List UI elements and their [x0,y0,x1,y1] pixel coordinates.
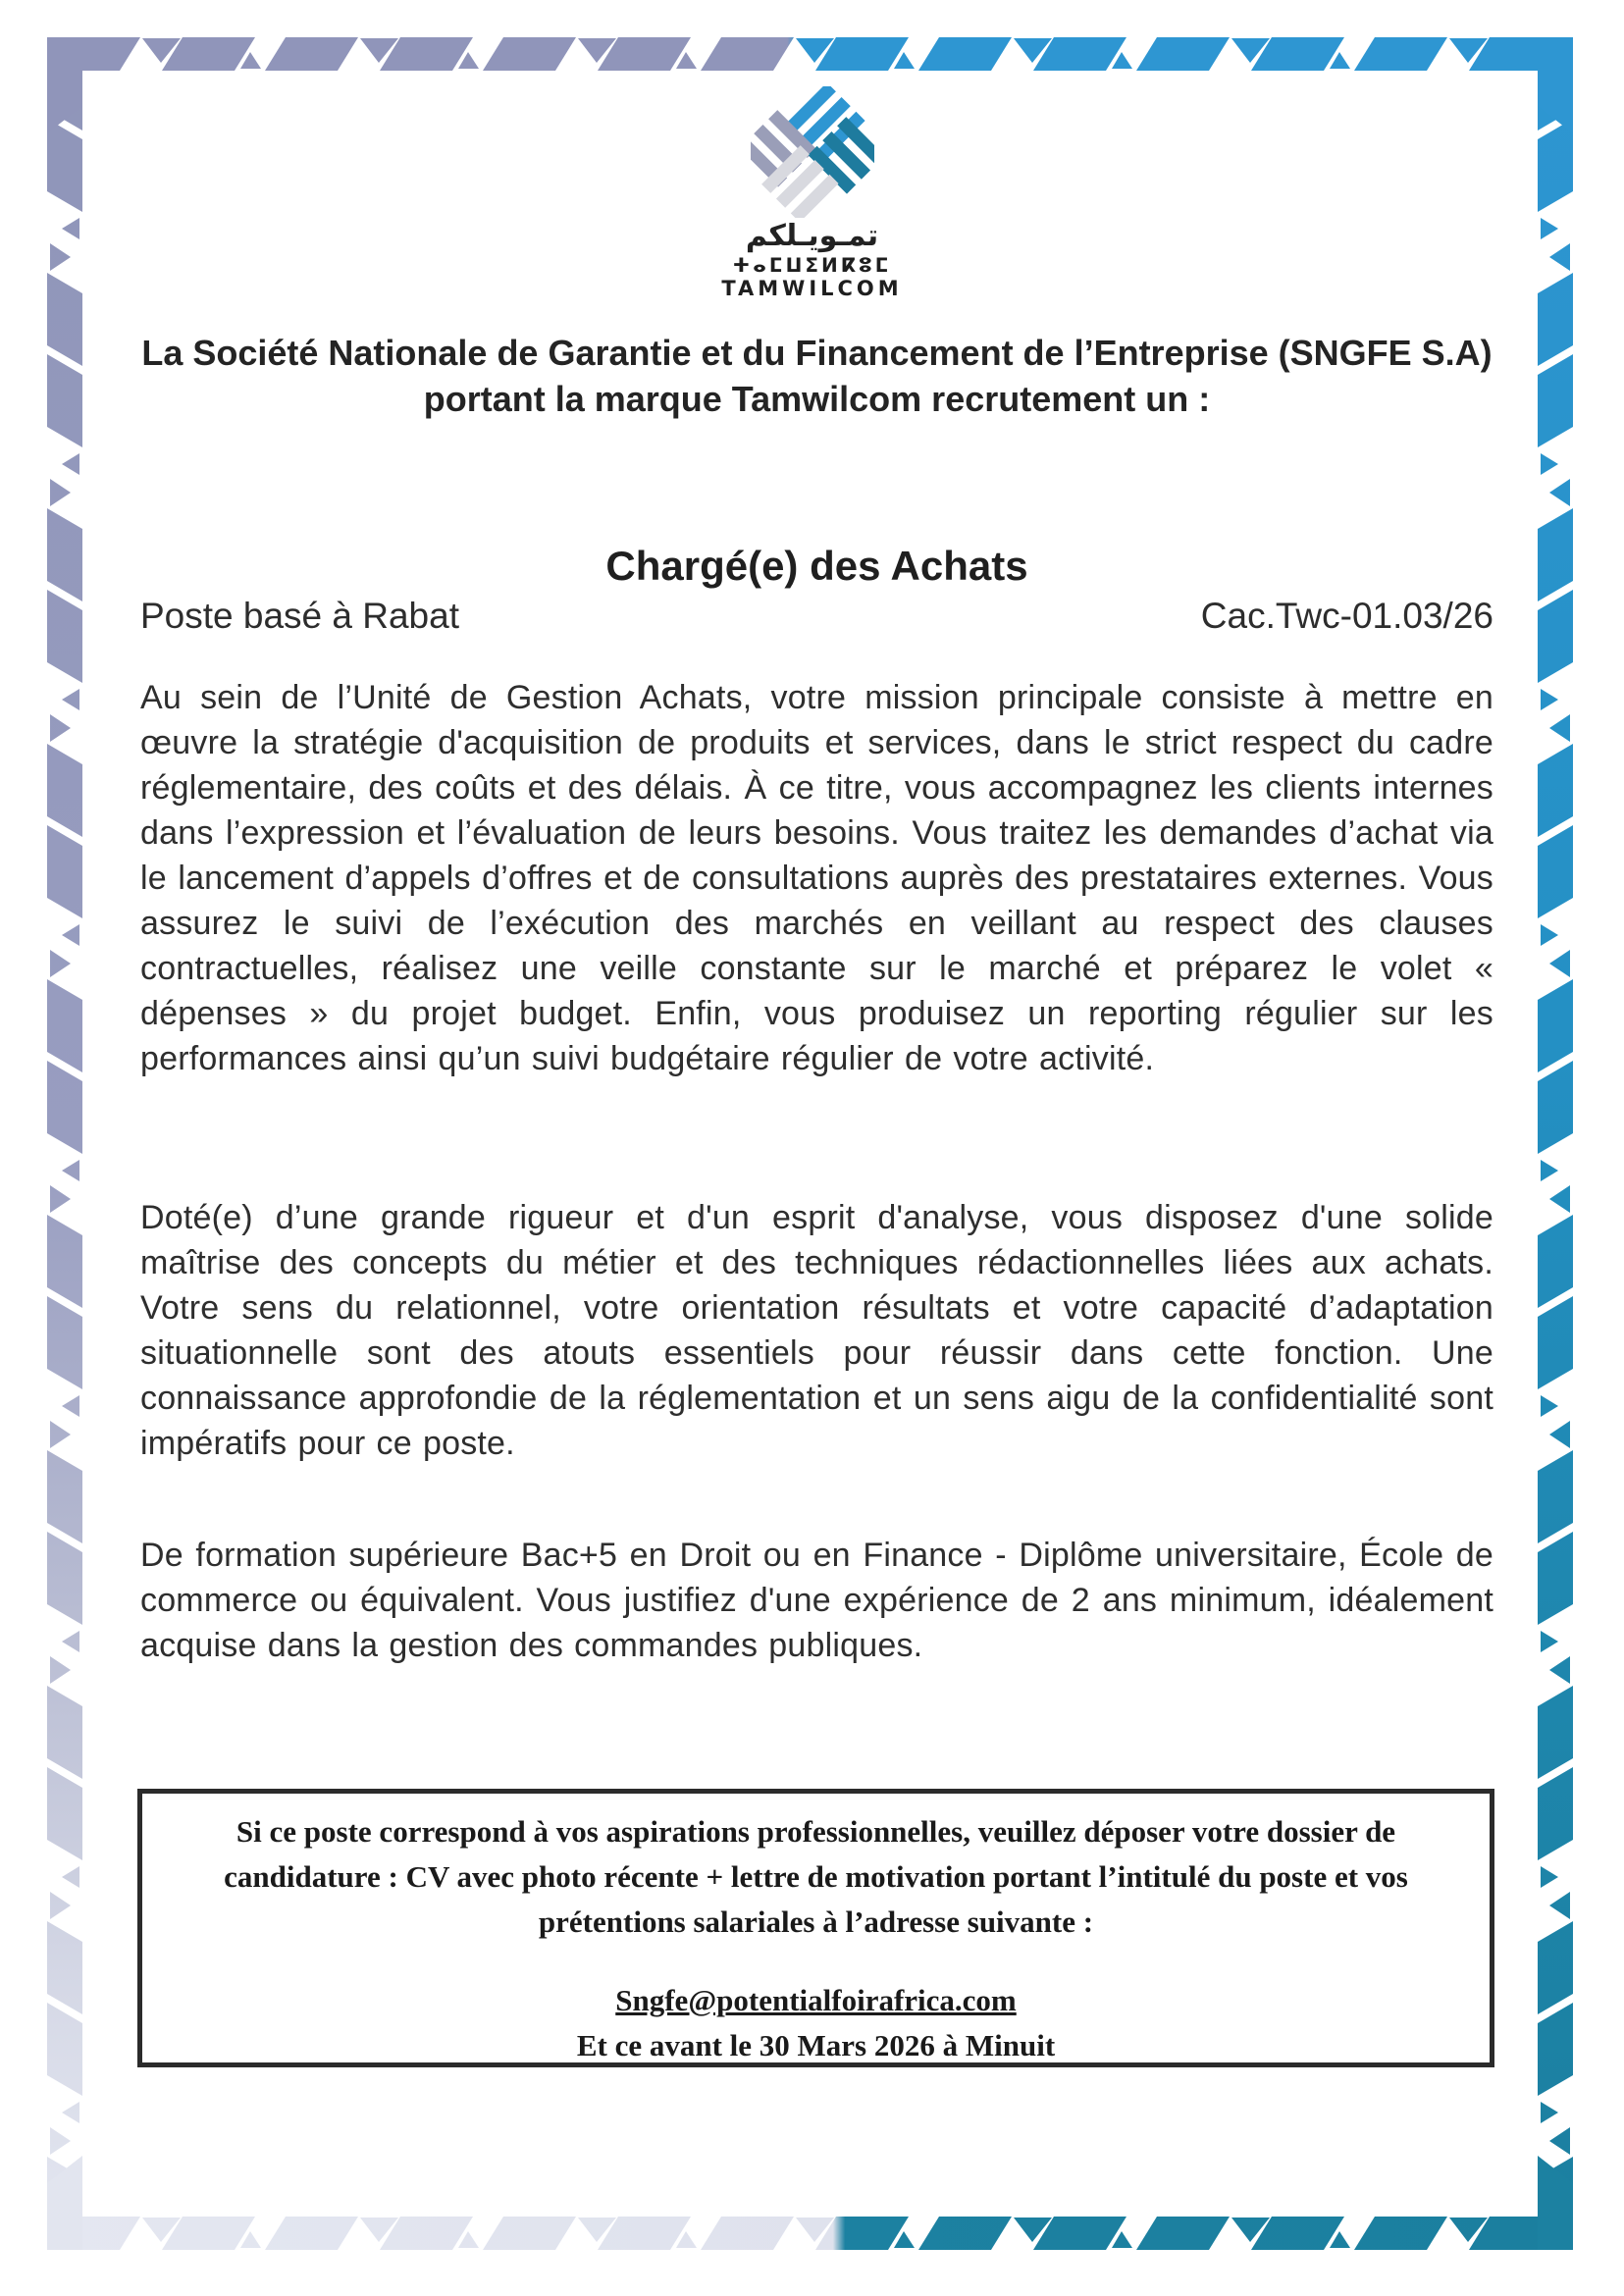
application-email-link[interactable]: Sngfe@potentialfoirafrica.com [615,1983,1017,2017]
job-title: Chargé(e) des Achats [605,543,1028,589]
company-header-line2: portant la marque Tamwilcom recrutement un : [423,379,1211,419]
profile-paragraph: Doté(e) d’une grande rigueur et d'un esprit d'analyse, vous disposez d'une solide maîtrise des concepts du métier et des techniques rédactionnelles liées aux achats. Votre sens du relationnel, votre orientation résultats et votre capacité d’adaptation situationnelle sont des atouts essentiels pour réussir dans cette fonction. Une connaissance approfondie de la réglementation et un sens aigu de la confidentialité sont impératifs pour ce poste. [140,1199,1493,1462]
job-reference-code: Cac.Twc-01.03/26 [1200,596,1493,636]
education-paragraph: De formation supérieure Bac+5 en Droit ou en Finance - Diplôme universitaire, École de commerce ou équivalent. Vous justifiez d'une expérience de 2 ans minimum, idéalement acquise dans la gestion des commandes publiques. [140,1537,1493,1664]
mission-paragraph: Au sein de l’Unité de Gestion Achats, votre mission principale consiste à mettre en œuvre la stratégie d'acquisition de produits et services, dans le strict respect du cadre réglementaire, des coûts et des délais. À ce titre, vous accompagnez les clients internes dans l’expression et l’évaluation de leurs besoins. Vous traitez les demandes d’achat via le lancement d’appels d’offres et de consultations auprès des prestataires externes. Vous assurez le suivi de l’exécution des marchés en veillant au respect des clauses contractuelles, réalisez une veille constante sur le marché et préparez le volet « dépenses » du projet budget. Enfin, vous produisez un reporting régulier sur les performances ainsi qu’un suivi budgétaire régulier de votre activité. [140,679,1493,1077]
job-location: Poste basé à Rabat [140,596,459,636]
company-header-line1: La Société Nationale de Garantie et du Financement de l’Entreprise (SNGFE S.A) [141,333,1493,373]
application-instructions: Si ce poste correspond à vos aspirations professionnelles, veuillez déposer votre dossier de candidature : CV avec photo récente + lettre de motivation portant l’intitulé du poste et vos prétentions salariales à l’adresse suivante : [224,1814,1408,1939]
tamwilcom-logo [0,86,1624,301]
job-meta-row [140,596,1493,637]
company-header [140,330,1493,422]
logo-arabic-wordmark: تمـويـلكم [745,219,879,253]
logo-tifinagh-wordmark: ⵜⴰⵎⵡⵉⵍⴽⵓⵎ [732,253,892,277]
logo-latin-wordmark: TAMWILCOM [721,277,903,300]
application-instructions-box [137,1789,1494,2067]
tamwilcom-diamond-icon [751,86,874,218]
application-deadline: Et ce avant le 30 Mars 2026 à Minuit [576,2028,1056,2062]
